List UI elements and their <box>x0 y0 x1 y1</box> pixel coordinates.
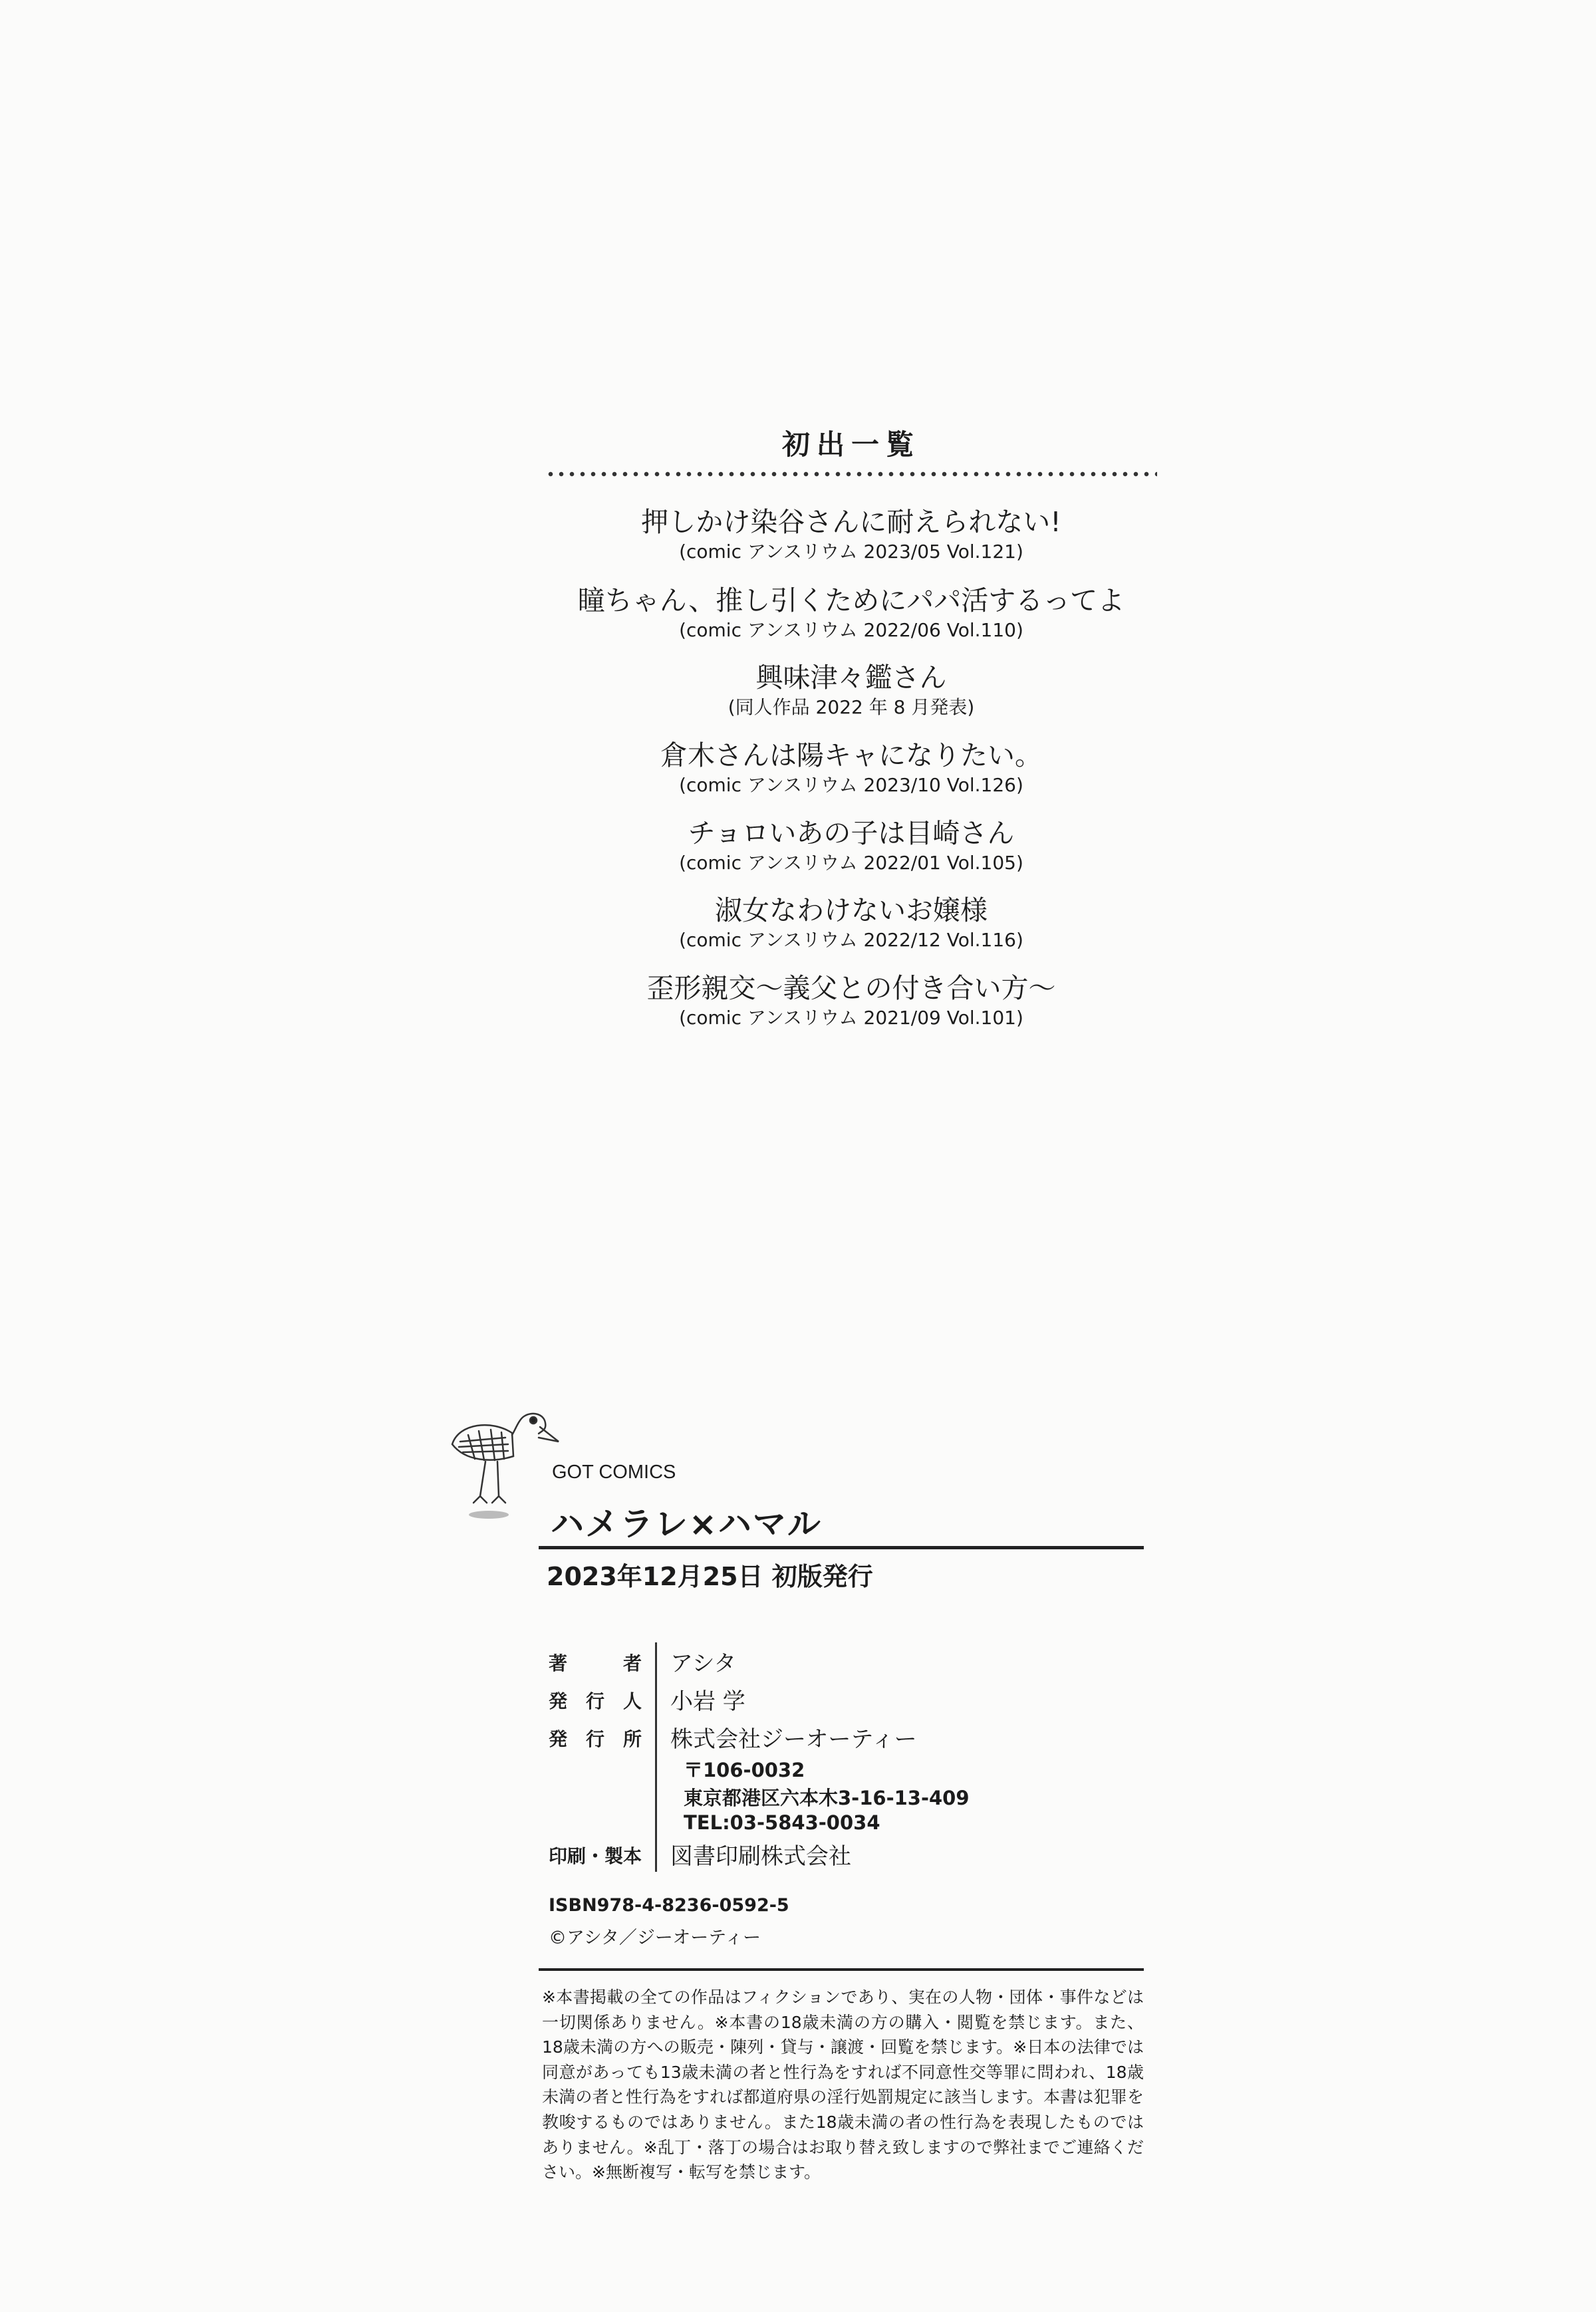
publisher-person-value: 小岩 学 <box>670 1688 745 1715</box>
printer-value: 図書印刷株式会社 <box>670 1843 851 1870</box>
postal-code: 〒106-0032 <box>684 1759 805 1781</box>
work-title-5: チョロいあの子は目崎さん <box>688 817 1015 849</box>
work-source-1: (comic アンスリウム 2023/05 Vol.121) <box>679 541 1023 563</box>
work-title-1: 押しかけ染谷さんに耐えられない! <box>641 506 1061 538</box>
work-source-6: (comic アンスリウム 2022/12 Vol.116) <box>679 929 1023 951</box>
appearance-list-heading: 初出一覧 <box>781 428 920 461</box>
legal-notice: ※本書掲載の全ての作品はフィクションであり、実在の人物・団体・事件などは一切関係ありません。※本書の18歳未満の方の購入・閲覧を禁じます。また、18歳未満の方への販売・陳列・貸与・譲渡・回覧を禁じます。※日本の法律では同意があっても13歳未満の者と性行為をすれば不同意性交等罪に問われ、18歳未満の者と性行為をすれば都道府県の淫行処罰規定に該当します。本書は犯罪を教唆するものではありません。また18歳未満の者の性行為を表現したものではありません。※乱丁・落丁の場合はお取り替え致しますので弊社までご連絡ください。※無断複写・転写を禁じます。 <box>542 1988 1144 2182</box>
work-source-7: (comic アンスリウム 2021/09 Vol.101) <box>679 1007 1023 1029</box>
notice-rule <box>539 1968 1144 1971</box>
work-title-6: 淑女なわけないお嬢様 <box>715 894 988 926</box>
imprint-label: GOT COMICS <box>552 1462 676 1483</box>
publisher-label: 発行所 <box>549 1728 642 1750</box>
work-source-4: (comic アンスリウム 2023/10 Vol.126) <box>679 774 1023 796</box>
bird-logo-icon <box>439 1403 565 1523</box>
isbn: ISBN978-4-8236-0592-5 <box>549 1895 789 1916</box>
work-source-2: (comic アンスリウム 2022/06 Vol.110) <box>679 619 1023 641</box>
telephone: TEL:03-5843-0034 <box>684 1811 880 1834</box>
publisher-person-label: 発行人 <box>549 1690 642 1712</box>
label-divider <box>655 1642 657 1872</box>
copyright: ©アシタ／ジーオーティー <box>549 1928 761 1948</box>
book-title: ハメラレ×ハマル <box>551 1505 822 1543</box>
work-title-7: 歪形親交～義父との付き合い方～ <box>646 972 1056 1004</box>
work-source-3: (同人作品 2022 年 8 月発表) <box>728 696 975 718</box>
title-rule <box>539 1546 1144 1549</box>
author-value: アシタ <box>670 1650 737 1677</box>
author-label: 著 者 <box>549 1652 642 1674</box>
work-title-3: 興味津々鑑さん <box>755 662 947 694</box>
work-title-2: 瞳ちゃん、推し引くためにパパ活するってよ <box>577 584 1125 616</box>
work-source-5: (comic アンスリウム 2022/01 Vol.105) <box>679 852 1023 874</box>
street-address: 東京都港区六本木3-16-13-409 <box>684 1787 970 1809</box>
printer-label: 印刷・製本 <box>549 1845 642 1867</box>
work-title-4: 倉木さんは陽キャになりたい。 <box>660 739 1042 771</box>
publication-date: 2023年12月25日 初版発行 <box>547 1562 873 1591</box>
publisher-value: 株式会社ジーオーティー <box>670 1726 917 1753</box>
dotted-divider <box>545 471 1157 477</box>
